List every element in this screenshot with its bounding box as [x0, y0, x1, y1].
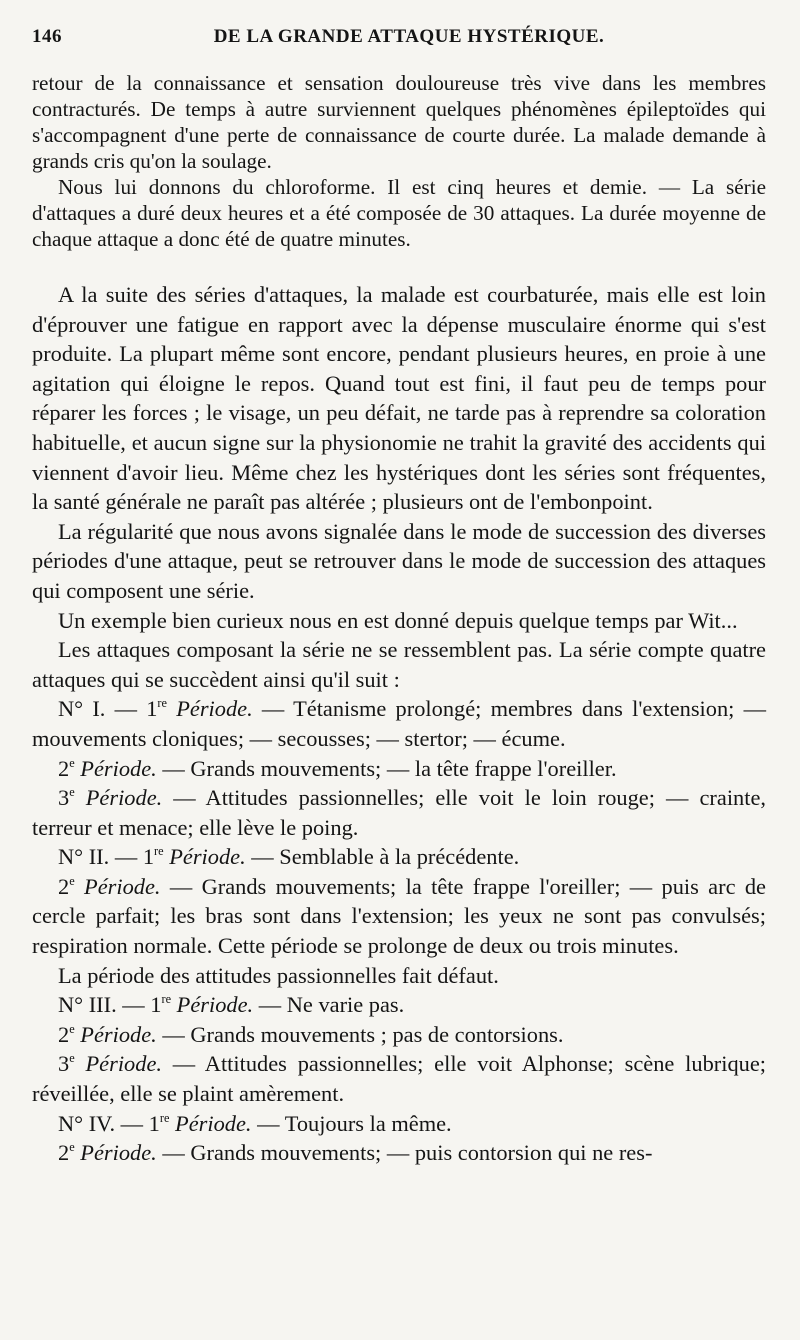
period-line: [32, 1020, 766, 1050]
period-ordinal: e: [69, 755, 75, 770]
period-label: Période.: [85, 1051, 162, 1077]
period-label: Période.: [80, 1140, 157, 1166]
running-head: [32, 26, 766, 56]
paragraph: Nous lui donnons du chloroforme. Il est cinq heures et demie. — La série d'attaques a duré deux heures et a été composée de 30 attaques. La durée moyenne de chaque attaque a donc été de quatre minutes.: [32, 175, 766, 251]
period-description: — Grands mouvements ; pas de contorsions.: [156, 1021, 564, 1047]
period-number: 1: [150, 992, 162, 1018]
period-number: 2: [58, 1140, 70, 1166]
paragraph: Un exemple bien curieux nous en est donné depuis quelque temps par Wit...: [58, 607, 738, 633]
period-line: [32, 694, 766, 753]
attack-number: N° I. —: [58, 696, 147, 722]
paragraph: Les attaques composant la série ne se ressemblent pas. La série compte quatre attaques qui se succèdent ainsi qu'il suit :: [32, 637, 766, 692]
period-description: — Ne varie pas.: [253, 992, 405, 1018]
running-title: DE LA GRANDE ATTAQUE HYSTÉRIQUE.: [213, 26, 605, 47]
period-ordinal: e: [69, 1021, 75, 1036]
period-line: [32, 1138, 766, 1168]
attack-number: N° II. —: [58, 844, 143, 870]
period-line: [32, 1109, 766, 1139]
period-line: [32, 783, 766, 842]
period-ordinal: e: [69, 1139, 75, 1154]
period-number: 1: [148, 1110, 160, 1136]
page-number: 146: [32, 26, 62, 47]
period-description: — Toujours la même.: [251, 1110, 452, 1136]
period-ordinal: re: [154, 844, 164, 859]
period-ordinal: e: [69, 784, 75, 799]
period-line: [32, 1049, 766, 1108]
period-label: Période.: [84, 873, 161, 899]
period-label: Période.: [175, 1110, 252, 1136]
attack-number: N° III. —: [58, 992, 151, 1018]
period-label: Période.: [169, 844, 246, 870]
attack-number: N° IV. —: [58, 1110, 149, 1136]
period-description: — Grands mouvements; — puis contorsion qui ne res-: [156, 1140, 653, 1166]
period-label: Période.: [176, 992, 254, 1018]
attack-list: [32, 694, 766, 1168]
period-number: 3: [58, 1051, 70, 1077]
period-ordinal: e: [69, 1051, 75, 1066]
period-line: [32, 754, 766, 784]
period-label: Période.: [85, 785, 163, 811]
period-number: 2: [58, 755, 70, 781]
paragraph: La régularité que nous avons signalée dans le mode de succession des diverses périodes d'une attaque, peut se retrouver dans le mode de succession des attaques qui composent une série.: [32, 518, 766, 603]
period-label: Période.: [80, 1021, 157, 1047]
period-description: — Attitudes passionnelles; elle voit Alphonse; scène lubrique; réveillée, elle se plaint amèrement.: [32, 1051, 766, 1107]
period-line: [32, 842, 766, 872]
period-ordinal: re: [159, 1110, 170, 1125]
period-ordinal: e: [69, 873, 75, 888]
main-text: [32, 280, 766, 1168]
period-ordinal: re: [157, 696, 167, 711]
period-number: 3: [58, 785, 70, 811]
period-line: [32, 872, 766, 961]
period-number: 2: [58, 873, 70, 899]
period-number: 2: [58, 1021, 70, 1047]
period-number: 1: [142, 844, 155, 870]
paragraph: retour de la connaissance et sensation douloureuse très vive dans les membres contracturés. De temps à autre surviennent quelques phénomènes épileptoïdes qui s'accompagnent d'une perte de connaissance de courte durée. La malade demande à grands cris qu'on la soulage.: [32, 71, 766, 173]
paragraph: A la suite des séries d'attaques, la malade est courbaturée, mais elle est loin d'éprouver une fatigue en rapport avec la dépense musculaire énorme qui s'est produite. La plupart même sont encore, pendant plusieurs heures, en proie à une agitation qui éloigne le repos. Quand tout est fini, il faut peu de temps pour réparer les forces ; le visage, un peu défait, ne tarde pas à reprendre sa coloration habituelle, et aucun signe sur la physionomie ne trahit la gravité des accidents qui viennent d'avoir lieu. Même chez les hystériques dont les séries sont fréquentes, la santé générale ne paraît pas altérée ; plusieurs ont de l'embonpoint.: [32, 282, 766, 515]
period-line: [32, 990, 766, 1020]
attack-note: La période des attitudes passionnelles fait défaut.: [58, 962, 499, 988]
period-label: Période.: [80, 755, 157, 781]
period-description: — Grands mouvements; — la tête frappe l'oreiller.: [156, 755, 617, 781]
period-description: — Grands mouvements; la tête frappe l'oreiller; — puis arc de cercle parfait; les bras sont dans l'extension; les yeux ne sont pas convulsés; respiration normale. Cette période se prolonge de deux ou trois minutes.: [32, 873, 766, 959]
period-description: — Tétanisme prolongé; membres dans l'extension; — mouvements cloniques; — secousses; — stertor; — écume.: [32, 696, 766, 751]
period-label: Période.: [176, 696, 253, 722]
period-description: — Semblable à la précédente.: [245, 844, 520, 870]
period-description: — Attitudes passionnelles; elle voit le loin rouge; — crainte, terreur et menace; elle lève le poing.: [32, 785, 766, 840]
period-number: 1: [146, 696, 158, 722]
case-notes-continuation: [32, 70, 766, 252]
period-ordinal: re: [161, 992, 172, 1007]
